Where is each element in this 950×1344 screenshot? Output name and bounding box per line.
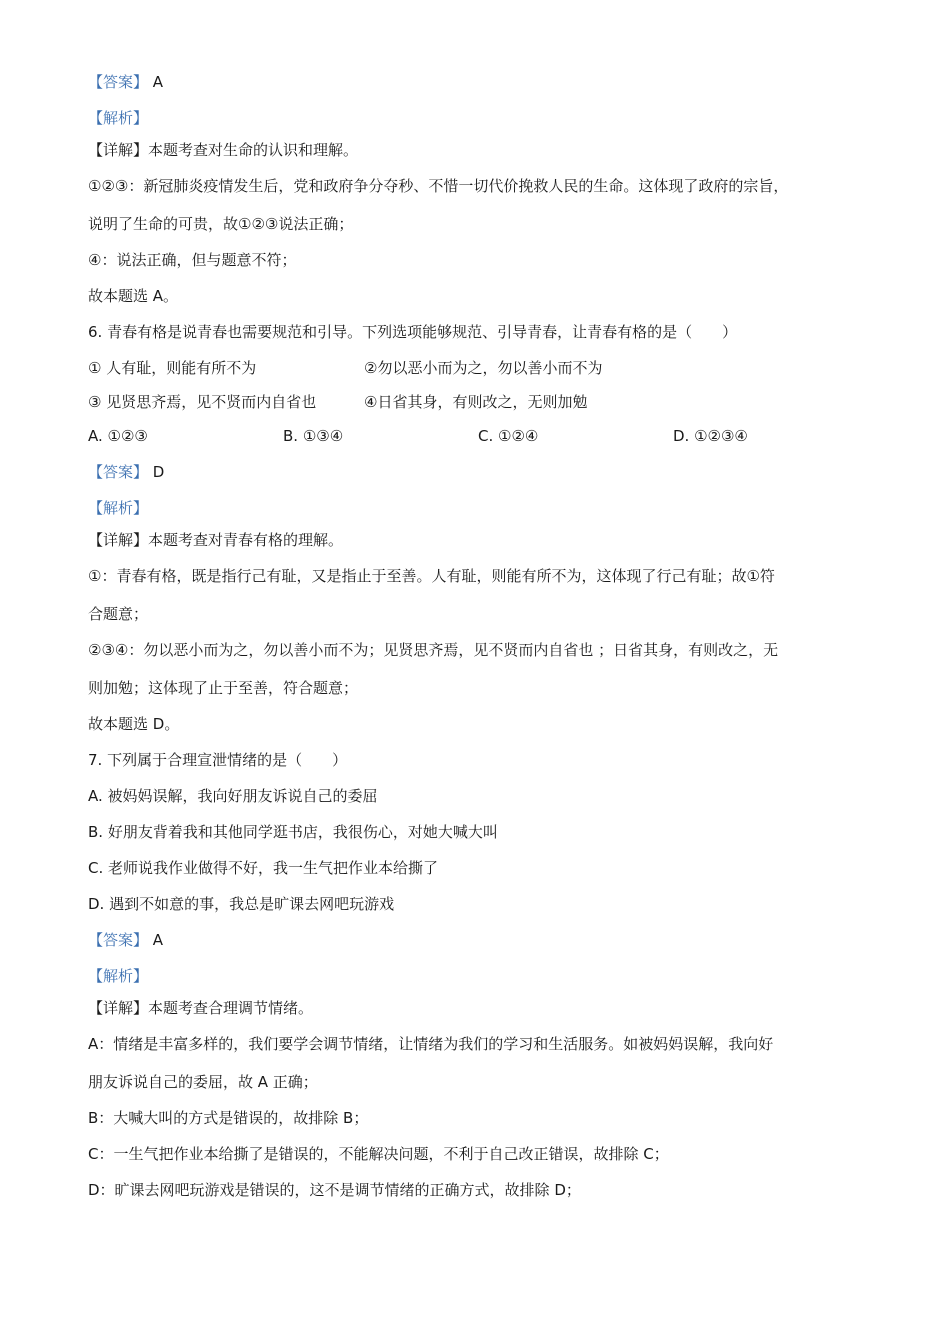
q6-analysis-tag: 【解析】	[88, 499, 149, 517]
answer-tag: 【答案】	[88, 931, 149, 949]
q6-choice-c: C. ①②④	[478, 427, 539, 445]
q5-line-4: 故本题选 A。	[88, 287, 179, 305]
q5-line-1: ①②③：新冠肺炎疫情发生后，党和政府争分夺秒、不惜一切代价挽救人民的生命。这体现了政府的宗旨，	[88, 177, 789, 195]
q7-detail: 【详解】本题考查合理调节情绪。	[88, 999, 314, 1017]
q6-item-4: ④日省其身，有则改之，无则加勉	[364, 393, 588, 411]
q7-choice-c: C. 老师说我作业做得不好，我一生气把作业本给撕了	[88, 859, 439, 877]
q7-choice-b: B. 好朋友背着我和其他同学逛书店，我很伤心，对她大喊大叫	[88, 823, 498, 841]
answer-value: A	[152, 73, 164, 91]
q6-choice-a: A. ①②③	[88, 427, 148, 445]
q6-item-2: ②勿以恶小而为之，勿以善小而不为	[364, 359, 603, 377]
q6-item-3: ③ 见贤思齐焉，见不贤而内自省也	[88, 393, 317, 411]
q6-line-2: 合题意；	[88, 605, 149, 623]
q5-answer	[88, 72, 868, 92]
q7-choice-a: A. 被妈妈误解，我向好朋友诉说自己的委屈	[88, 787, 378, 805]
q5-line-3: ④：说法正确，但与题意不符；	[88, 251, 297, 269]
q6-stem: 6. 青春有格是说青春也需要规范和引导。下列选项能够规范、引导青春，让青春有格的是（ ）	[88, 323, 738, 341]
q6-line-1: ①：青春有格，既是指行己有耻，又是指止于至善。人有耻，则能有所不为，这体现了行己有耻；故①符	[88, 567, 775, 585]
q6-line-4: 则加勉；这体现了止于至善，符合题意；	[88, 679, 359, 697]
q6-answer	[88, 462, 868, 482]
q6-line-3: ②③④：勿以恶小而为之，勿以善小而不为；见贤思齐焉，见不贤而内自省也 ；日省其身，有则改之，无	[88, 641, 779, 659]
q5-line-2: 说明了生命的可贵，故①②③说法正确；	[88, 215, 354, 233]
q5-detail: 【详解】本题考查对生命的认识和理解。	[88, 141, 359, 159]
q7-answer	[88, 930, 868, 950]
q7-choice-d: D. 遇到不如意的事，我总是旷课去网吧玩游戏	[88, 895, 395, 913]
q7-stem: 7. 下列属于合理宣泄情绪的是（ ）	[88, 751, 348, 769]
q7-line-5: D：旷课去网吧玩游戏是错误的，这不是调节情绪的正确方式，故排除 D；	[88, 1181, 581, 1199]
q7-line-2: 朋友诉说自己的委屈，故 A 正确；	[88, 1073, 318, 1091]
q6-items-row-2	[88, 392, 868, 412]
document-page	[88, 72, 868, 1216]
q6-choices	[88, 426, 868, 446]
q7-line-4: C：一生气把作业本给撕了是错误的，不能解决问题，不利于自己改正错误，故排除 C；	[88, 1145, 669, 1163]
q7-line-1: A：情绪是丰富多样的，我们要学会调节情绪，让情绪为我们的学习和生活服务。如被妈妈误解，我向好	[88, 1035, 774, 1053]
answer-tag: 【答案】	[88, 463, 149, 481]
q5-analysis-tag: 【解析】	[88, 109, 149, 127]
q7-line-3: B：大喊大叫的方式是错误的，故排除 B；	[88, 1109, 369, 1127]
q6-choice-d: D. ①②③④	[673, 427, 748, 445]
q7-analysis-tag: 【解析】	[88, 967, 149, 985]
q6-item-1: ① 人有耻，则能有所不为	[88, 359, 257, 377]
answer-tag: 【答案】	[88, 73, 149, 91]
answer-value: D	[152, 463, 165, 481]
q6-detail: 【详解】本题考查对青春有格的理解。	[88, 531, 344, 549]
q6-choice-b: B. ①③④	[283, 427, 344, 445]
answer-value: A	[152, 931, 164, 949]
q6-line-5: 故本题选 D。	[88, 715, 180, 733]
q6-items-row-1	[88, 358, 868, 378]
